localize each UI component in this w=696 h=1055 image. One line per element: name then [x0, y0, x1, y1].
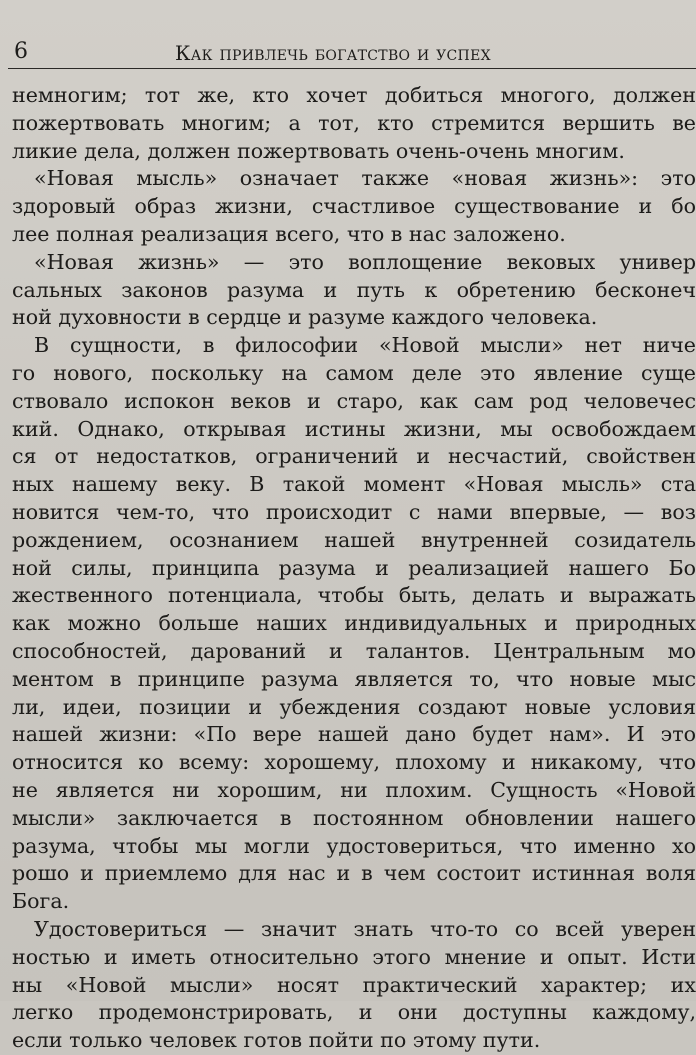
text-line: жественного потенциала, чтобы быть, делать и выражать	[12, 583, 696, 608]
paragraph	[12, 82, 696, 165]
text-line: ся от недостатков, ограничений и несчастий, свойствен	[12, 444, 696, 469]
text-line: как можно больше наших индивидуальных и природных	[12, 611, 696, 636]
text-line: ликие дела, должен пожертвовать очень-очень многим.	[12, 138, 625, 163]
text-line: новится чем-то, что происходит с нами впервые, — воз	[12, 499, 696, 524]
text-line: «Новая жизнь» — это воплощение вековых универ	[34, 249, 696, 274]
text-line: мысли» заключается в постоянном обновлении нашего	[12, 805, 696, 830]
text-line: не является ни хорошим, ни плохим. Сущность «Новой	[12, 777, 696, 802]
text-line: пожертвовать многим; а тот, кто стремится вершить ве	[12, 110, 696, 135]
text-line: относится ко всему: хорошему, плохому и никакому, что	[12, 750, 696, 775]
text-line: нашей жизни: «По вере нашей дано будет нам». И это	[12, 722, 696, 747]
text-line: В сущности, в философии «Новой мысли» нет ниче	[34, 333, 696, 358]
text-line: ной силы, принципа разума и реализацией нашего Бо	[12, 555, 696, 580]
text-line: ствовало испокон веков и старо, как сам род человечес	[12, 388, 696, 413]
text-line: если только человек готов пойти по этому пути.	[12, 1028, 541, 1053]
paragraph	[12, 332, 696, 916]
text-line: здоровый образ жизни, счастливое существование и бо	[12, 194, 696, 219]
text-line: разума, чтобы мы могли удостовериться, что именно хо	[12, 833, 696, 858]
text-line: го нового, поскольку на самом деле это явление суще	[12, 360, 696, 385]
text-line: рошо и приемлемо для нас и в чем состоит истинная воля	[12, 861, 696, 886]
text-line: Бога.	[12, 889, 70, 914]
text-line: рождением, осознанием нашей внутренней созидатель	[12, 527, 696, 552]
text-line: ностью и иметь относительно этого мнение и опыт. Исти	[12, 944, 696, 969]
body-text	[12, 82, 696, 1055]
text-line: кий. Однако, открывая истины жизни, мы освобождаем	[12, 416, 696, 441]
text-line: немногим; тот же, кто хочет добиться многого, должен	[12, 83, 696, 107]
paragraph	[12, 165, 696, 248]
page-header	[0, 38, 696, 68]
running-title: Как привлечь богатство и успех	[175, 41, 491, 65]
text-line: «Новая мысль» означает также «новая жизнь»: это	[34, 166, 696, 191]
text-line: легко продемонстрировать, и они доступны каждому,	[12, 1000, 696, 1025]
text-line: способностей, дарований и талантов. Центральным мо	[12, 638, 696, 663]
text-line: ментом в принципе разума является то, что новые мыс	[12, 666, 696, 691]
page-number: 6	[14, 39, 28, 64]
header-rule	[8, 68, 696, 69]
text-line: Удостовериться — значит знать что-то со всей уверен	[34, 916, 696, 941]
text-line: сальных законов разума и путь к обретению бесконеч	[12, 277, 696, 302]
text-line: ны «Новой мысли» носят практический характер; их	[12, 972, 696, 997]
paragraph	[12, 916, 696, 1055]
text-line: ли, идеи, позиции и убеждения создают новые условия	[12, 694, 696, 719]
text-line: ных нашему веку. В такой момент «Новая мысль» ста	[12, 472, 696, 497]
text-line: ной духовности в сердце и разуме каждого человека.	[12, 305, 598, 330]
text-line: лее полная реализация всего, что в нас заложено.	[12, 221, 566, 246]
paragraph	[12, 249, 696, 332]
